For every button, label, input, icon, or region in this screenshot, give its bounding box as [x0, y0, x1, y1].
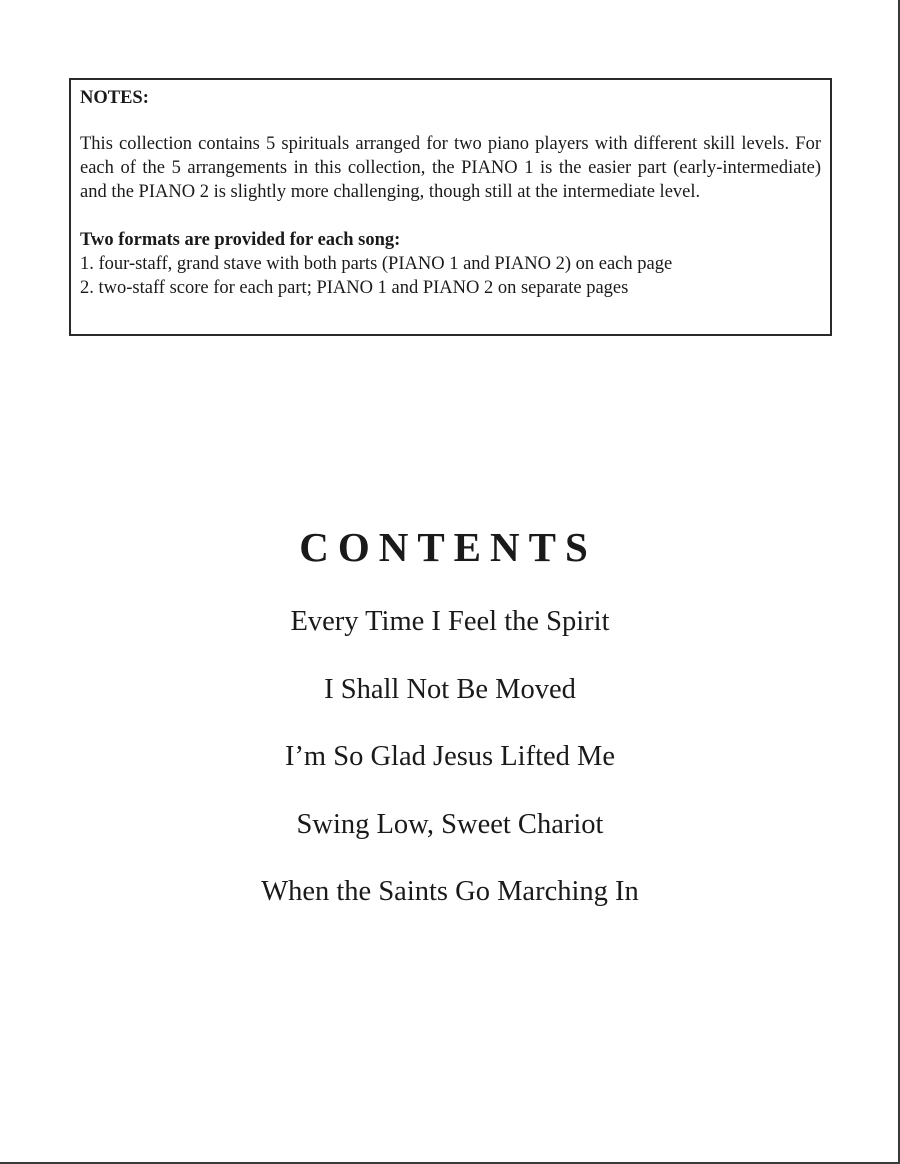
formats-list — [80, 252, 821, 300]
contents-item-im-so-glad-jesus-lifted-me: I’m So Glad Jesus Lifted Me — [284, 741, 616, 772]
contents-item-when-the-saints-go-marching-in: When the Saints Go Marching In — [261, 876, 639, 907]
format-item-2: 2. two-staff score for each part; PIANO 1 and PIANO 2 on separate pages — [80, 278, 629, 298]
contents-item-every-time-i-feel-the-spirit: Every Time I Feel the Spirit — [290, 606, 610, 637]
contents-list — [0, 602, 900, 940]
contents-item-i-shall-not-be-moved: I Shall Not Be Moved — [324, 673, 576, 705]
contents-item-swing-low-sweet-chariot: Swing Low, Sweet Chariot — [296, 808, 604, 840]
contents-title: CONTENTS — [299, 524, 597, 570]
notes-paragraph: This collection contains 5 spirituals arranged for two piano players with different skill levels. For each of the 5 arrangements in this collection, the PIANO 1 is the easier part (early-intermediate) and the PIANO 2 is slightly more challenging, though still at the intermediate level. — [80, 134, 821, 202]
notes-heading: NOTES: — [80, 88, 149, 108]
formats-heading: Two formats are provided for each song: — [80, 230, 401, 250]
format-item-1: 1. four-staff, grand stave with both parts (PIANO 1 and PIANO 2) on each page — [80, 254, 673, 274]
notes-box — [69, 78, 832, 336]
